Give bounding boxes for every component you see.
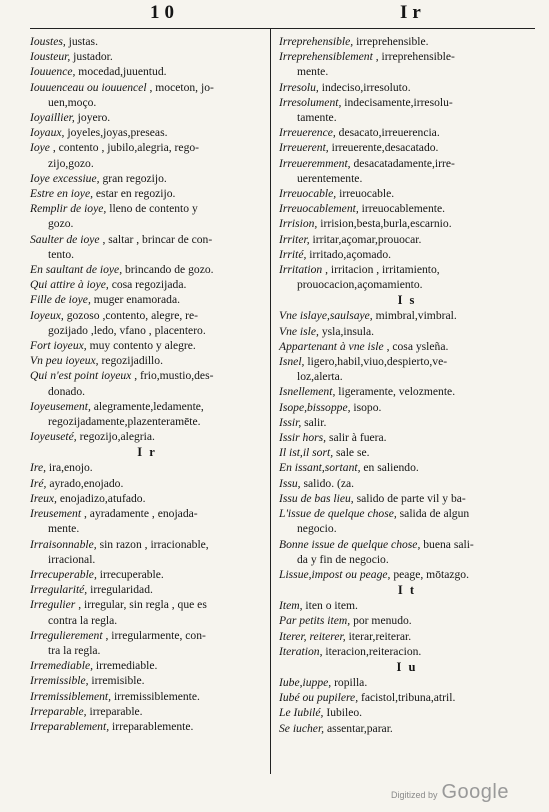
dictionary-entry [279, 415, 535, 430]
dictionary-entry [279, 721, 535, 736]
dictionary-entry [279, 34, 535, 49]
definition: , contento , jubilo,alegria, rego- [52, 141, 200, 155]
headword: Ireux, [30, 491, 57, 505]
headword: Irremissible, [30, 674, 89, 688]
definition: gozijado ,ledo, vfano , placentero. [48, 323, 206, 337]
dictionary-entry [30, 704, 264, 719]
definition: mente. [297, 65, 329, 79]
headword: Bonne issue de quelque chose, [279, 537, 421, 551]
definition: joyero. [77, 111, 111, 125]
definition: irrecuperable. [99, 567, 164, 581]
dictionary-entry [279, 598, 535, 613]
entry-continuation [30, 414, 264, 429]
headword: Irreprehensiblement [279, 50, 373, 64]
definition: gozo. [48, 217, 74, 231]
headword: Irregularité, [30, 583, 88, 597]
dictionary-entry [30, 673, 264, 688]
dictionary-entry [30, 429, 264, 444]
dictionary-entry [279, 430, 535, 445]
definition: muger enamorada. [93, 293, 181, 307]
headword: Irraisonnable, [30, 537, 97, 551]
dictionary-entry [279, 156, 535, 171]
definition: en saliendo. [363, 461, 419, 475]
dictionary-entry [30, 506, 264, 521]
headword: Irreuerent, [279, 141, 329, 155]
dictionary-entry [30, 171, 264, 186]
headword: En saultant de ioye, [30, 263, 123, 277]
dictionary-entry [279, 339, 535, 354]
definition: facistol,tribuna,atril. [361, 691, 456, 705]
headword: Remplir de ioye, [30, 202, 107, 216]
headword: Isnellement, [279, 385, 336, 399]
dictionary-entry [279, 491, 535, 506]
dictionary-entry [30, 125, 264, 140]
definition: irremissiblemente. [113, 689, 200, 703]
headword: Ioyaillier, [30, 111, 75, 125]
headword: Se iucher, [279, 721, 325, 735]
headword: Isope,bissoppe, [279, 400, 351, 414]
dictionary-entry [30, 308, 264, 323]
definition: , irregular, sin regla , que es [78, 598, 207, 612]
dictionary-entry [279, 247, 535, 262]
dictionary-entry [279, 308, 535, 323]
definition: , saltar , brincar de con- [102, 232, 213, 246]
definition: ropilla. [334, 675, 368, 689]
definition: ysla,insula. [321, 324, 374, 338]
dictionary-entry [279, 460, 535, 475]
definition: negocio. [297, 522, 337, 536]
headword: Irriter, [279, 232, 310, 246]
dictionary-entry [279, 125, 535, 140]
headword: Irremissiblement, [30, 689, 112, 703]
definition: irracional. [48, 552, 96, 566]
definition: uen,moço. [48, 95, 97, 109]
definition: ira,enojo. [48, 461, 93, 475]
dictionary-entry [30, 277, 264, 292]
definition: tamente. [297, 111, 337, 125]
definition: ligeramente, velozmente. [338, 385, 456, 399]
dictionary-entry [279, 476, 535, 491]
dictionary-entry [279, 445, 535, 460]
definition: ayrado,enojado. [49, 476, 124, 490]
section-heading: I s [397, 293, 417, 308]
headword: Lissue,impost ou peage, [279, 567, 391, 581]
definition: irreparable. [89, 704, 143, 718]
headword: Iousteur, [30, 50, 71, 64]
definition: justador. [73, 50, 113, 64]
headword: Fille de ioye, [30, 293, 91, 307]
right-page-number: Ir [400, 2, 426, 23]
dictionary-entry [279, 80, 535, 95]
headword: Le Iubilé, [279, 706, 324, 720]
dictionary-entry [30, 658, 264, 673]
definition: iten o item. [305, 599, 358, 613]
headword: Issu de bas lieu, [279, 491, 354, 505]
definition: peage, mōtazgo. [393, 567, 469, 581]
dictionary-entry [30, 399, 264, 414]
dictionary-entry [279, 232, 535, 247]
definition: zijo,gozo. [48, 156, 94, 170]
dictionary-entry [30, 34, 264, 49]
definition: irremediable. [95, 659, 158, 673]
left-page-number: 10 [150, 2, 179, 23]
entry-continuation [30, 613, 264, 628]
entry-continuation [30, 156, 264, 171]
headword: Iouuenceau ou iouuencel [30, 80, 147, 94]
definition: irreparablemente. [112, 719, 194, 733]
definition: assentar,parar. [326, 721, 393, 735]
entry-continuation [30, 323, 264, 338]
dictionary-entry [30, 460, 264, 475]
dictionary-entry [279, 49, 535, 64]
headword: Irrité, [279, 247, 307, 261]
page-header [28, 0, 535, 26]
definition: alegramente,ledamente, [93, 399, 204, 413]
definition: mocedad,juuentud. [78, 65, 167, 79]
definition: irreuocable. [339, 187, 395, 201]
dictionary-entry [279, 186, 535, 201]
headword: Il ist,il sort, [279, 446, 334, 460]
dictionary-entry [279, 629, 535, 644]
definition: iteracion,reiteracion. [325, 644, 422, 658]
definition: ligero,habil,viuo,despierto,ve- [307, 355, 448, 369]
definition: donado. [48, 384, 86, 398]
headword: Iteration, [279, 644, 323, 658]
dictionary-entry [30, 476, 264, 491]
headword: Ioyeux, [30, 308, 64, 322]
dictionary-entry [30, 597, 264, 612]
entry-continuation [30, 552, 264, 567]
definition: salir. [304, 415, 327, 429]
dictionary-entry [30, 232, 264, 247]
headword: Estre en ioye, [30, 187, 93, 201]
definition: lleno de contento y [109, 202, 198, 216]
headword: Issir hors, [279, 431, 327, 445]
definition: , irritacion , irritamiento, [325, 263, 440, 277]
headword: Qui n'est point ioyeux [30, 369, 132, 383]
digitized-by-text: Digitized by [390, 790, 438, 800]
definition: sin razon , irracionable, [99, 537, 209, 551]
dictionary-entry [279, 675, 535, 690]
dictionary-entry [279, 644, 535, 659]
definition: cosa regozijada. [111, 278, 187, 292]
definition: irritado,açomado. [309, 247, 392, 261]
entry-continuation [30, 521, 264, 536]
dictionary-entry [30, 80, 264, 95]
headword: Irreprehensible, [279, 35, 354, 48]
dictionary-entry [279, 140, 535, 155]
headword: Vn peu ioyeux, [30, 354, 99, 368]
definition: , irregularmente, con- [105, 628, 206, 642]
headword: Vne isle, [279, 324, 319, 338]
dictionary-entry [30, 201, 264, 216]
headword: Irreparable, [30, 704, 87, 718]
dictionary-entry [30, 491, 264, 506]
headword: Irreuocablement, [279, 202, 359, 216]
headword: Iouuence, [30, 65, 76, 79]
definition: salido. (za. [303, 476, 355, 490]
definition: mimbral,vimbral. [375, 309, 457, 323]
right-column [279, 34, 535, 736]
entry-continuation [279, 171, 535, 186]
headword: Irreuocable, [279, 187, 337, 201]
dictionary-entry [30, 262, 264, 277]
headword: Irreueremment, [279, 156, 351, 170]
google-logo: Google [441, 781, 509, 803]
entry-continuation [279, 277, 535, 292]
headword: Qui attire à ioye, [30, 278, 109, 292]
headword: Par petits item, [279, 614, 351, 628]
definition: iterar,reiterar. [348, 629, 412, 643]
definition: gran regozijo. [102, 171, 167, 185]
definition: isopo. [353, 400, 382, 414]
headword: Ireusement [30, 507, 82, 521]
headword: Ioyeuseté, [30, 430, 77, 444]
dictionary-entry [30, 110, 264, 125]
definition: , irreprehensible- [375, 50, 455, 64]
definition: brincando de gozo. [125, 263, 214, 277]
dictionary-entry [30, 338, 264, 353]
dictionary-entry [279, 384, 535, 399]
definition: enojadizo,atufado. [59, 491, 146, 505]
definition: irritar,açomar,prouocar. [312, 232, 422, 246]
headword: Irregulier [30, 598, 76, 612]
entry-continuation [279, 64, 535, 79]
definition: prouocacion,açomamiento. [297, 278, 423, 292]
definition: , ayradamente , enojada- [84, 507, 198, 521]
column-divider [270, 29, 271, 774]
headword: Ire, [30, 461, 46, 475]
dictionary-entry [279, 400, 535, 415]
definition: mente. [48, 522, 80, 536]
definition: loz,alerta. [297, 370, 343, 384]
dictionary-entry [30, 582, 264, 597]
headword: Irreuerence, [279, 126, 336, 140]
headword: Saulter de ioye [30, 232, 100, 246]
dictionary-entry [279, 354, 535, 369]
section-heading: I t [397, 583, 417, 598]
dictionary-entry [30, 689, 264, 704]
dictionary-entry [279, 705, 535, 720]
headword: En issant,sortant, [279, 461, 361, 475]
definition: salir à fuera. [328, 431, 387, 445]
dictionary-entry [279, 690, 535, 705]
dictionary-entry [279, 262, 535, 277]
headword: Irresolu, [279, 80, 319, 94]
headword: Ioustes, [30, 35, 66, 48]
dictionary-entry [279, 324, 535, 339]
headword: Item, [279, 599, 303, 613]
headword: Iré, [30, 476, 47, 490]
definition: irremisible. [91, 674, 145, 688]
dictionary-entry [279, 201, 535, 216]
definition: regozijadamente,plazenteramēte. [48, 415, 201, 429]
dictionary-entry [30, 719, 264, 734]
definition: irreuocablemente. [361, 202, 446, 216]
headword: Issir, [279, 415, 302, 429]
entry-continuation [279, 521, 535, 536]
section-heading: I u [396, 659, 418, 674]
definition: contra la regla. [48, 613, 118, 627]
entry-continuation [30, 384, 264, 399]
entry-continuation [279, 369, 535, 384]
definition: da y fin de negocio. [297, 552, 389, 566]
headword: Irregulierement [30, 628, 103, 642]
headword: Irresolument, [279, 95, 342, 109]
headword: Ioye excessiue, [30, 171, 100, 185]
definition: justas. [68, 35, 98, 48]
entry-continuation [30, 216, 264, 231]
definition: estar en regozijo. [95, 187, 176, 201]
headword: L'issue de quelque chose, [279, 507, 397, 521]
headword: Iube,iuppe, [279, 675, 332, 689]
definition: joyeles,joyas,preseas. [67, 126, 168, 140]
headword: Irrision, [279, 217, 318, 231]
definition: regozijo,alegria. [79, 430, 155, 444]
definition: tra la regla. [48, 643, 101, 657]
header-rule [30, 28, 535, 29]
digitized-watermark [391, 782, 509, 804]
definition: salida de algun [399, 507, 470, 521]
dictionary-entry [30, 353, 264, 368]
definition: uerentemente. [297, 171, 363, 185]
definition: Iubileo. [326, 706, 363, 720]
dictionary-entry [279, 506, 535, 521]
definition: por menudo. [353, 614, 412, 628]
dictionary-entry [30, 567, 264, 582]
definition: irrision,besta,burla,escarnio. [320, 217, 452, 231]
dictionary-entry [30, 186, 264, 201]
entry-continuation [30, 95, 264, 110]
headword: Ioyaux, [30, 126, 65, 140]
definition: muy contento y alegre. [89, 339, 196, 353]
definition: indecisamente,irresolu- [344, 95, 453, 109]
dictionary-entry [30, 628, 264, 643]
dictionary-entry [279, 537, 535, 552]
definition: , frio,mustio,des- [134, 369, 214, 383]
definition: irregularidad. [90, 583, 153, 597]
dictionary-entry [279, 613, 535, 628]
dictionary-entry [30, 64, 264, 79]
left-column [30, 34, 264, 734]
definition: sale se. [336, 446, 370, 460]
headword: Irremediable, [30, 659, 93, 673]
definition: desacato,irreuerencia. [338, 126, 440, 140]
dictionary-entry [30, 140, 264, 155]
headword: Irritation [279, 263, 323, 277]
headword: Ioye [30, 141, 50, 155]
definition: tento. [48, 247, 75, 261]
definition: , cosa ysleña. [386, 339, 449, 353]
headword: Iterer, reiterer, [279, 629, 346, 643]
definition: gozoso ,contento, alegre, re- [66, 308, 199, 322]
definition: irreprehensible. [356, 35, 429, 48]
definition: buena sali- [423, 537, 474, 551]
dictionary-entry [279, 567, 535, 582]
headword: Issu, [279, 476, 301, 490]
dictionary-entry [279, 95, 535, 110]
entry-continuation [30, 643, 264, 658]
entry-continuation [30, 247, 264, 262]
definition: , moceton, jo- [149, 80, 214, 94]
definition: salido de parte vil y ba- [356, 491, 466, 505]
headword: Fort ioyeux, [30, 339, 87, 353]
headword: Iubé ou pupilere, [279, 691, 359, 705]
dictionary-entry [30, 368, 264, 383]
definition: regozijadillo. [101, 354, 163, 368]
definition: indeciso,irresoluto. [321, 80, 411, 94]
definition: irreuerente,desacatado. [331, 141, 439, 155]
headword: Appartenant à vne isle [279, 339, 384, 353]
dictionary-entry [279, 216, 535, 231]
headword: Irreparablement, [30, 719, 110, 733]
entry-continuation [279, 552, 535, 567]
headword: Ioyeusement, [30, 399, 91, 413]
section-heading: I r [137, 445, 157, 460]
entry-continuation [279, 110, 535, 125]
headword: Isnel, [279, 355, 305, 369]
definition: desacatadamente,irre- [353, 156, 455, 170]
dictionary-entry [30, 49, 264, 64]
dictionary-entry [30, 292, 264, 307]
headword: Irrecuperable, [30, 567, 97, 581]
dictionary-entry [30, 537, 264, 552]
headword: Vne islaye,saulsaye, [279, 309, 373, 323]
